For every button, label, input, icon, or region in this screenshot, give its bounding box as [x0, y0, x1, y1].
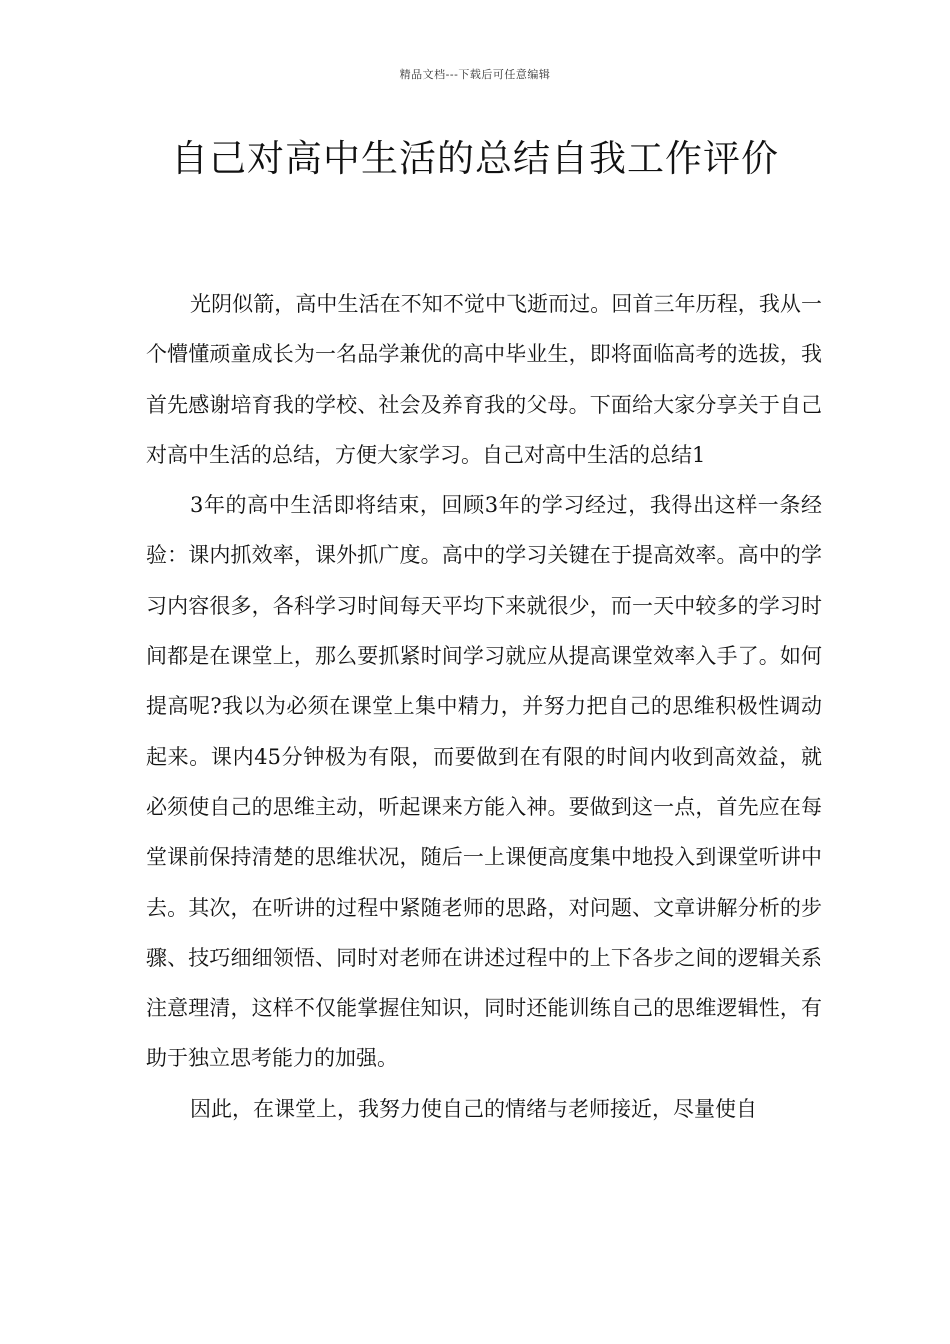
- paragraph-study-efficiency: 3年的高中生活即将结束，回顾3年的学习经过，我得出这样一条经验：课内抓效率，课外抓广度。高中的学习关键在于提高效率。高中的学习内容很多，各科学习时间每天平均下来就很少，而一天中较多的学习时间都是在课堂上，那么要抓紧时间学习就应从提高课堂效率入手了。如何提高呢?我以为必须在课堂上集中精力，并努力把自己的思维积极性调动起来。课内45分钟极为有限，而要做到在有限的时间内收到高效益，就必须使自己的思维主动，听起课来方能入神。要做到这一点，首先应在每堂课前保持清楚的思维状况，随后一上课便高度集中地投入到课堂听讲中去。其次，在听讲的过程中紧随老师的思路，对问题、文章讲解分析的步骤、技巧细细领悟、同时对老师在讲述过程中的上下各步之间的逻辑关系注意理清，这样不仅能掌握住知识，同时还能训练自己的思维逻辑性，有助于独立思考能力的加强。: [146, 493, 822, 1071]
- document-body: [146, 279, 822, 1134]
- paragraph-classroom: 因此，在课堂上，我努力使自己的情绪与老师接近，尽量使自: [190, 1096, 757, 1121]
- document-title: 自己对高中生活的总结自我工作评价: [171, 137, 779, 180]
- header-note: 精品文档---下载后可任意编辑: [399, 68, 551, 81]
- paragraph-intro: 光阴似箭，高中生活在不知不觉中飞逝而过。回首三年历程，我从一个懵懂顽童成长为一名品学兼优的高中毕业生，即将面临高考的选拔，我首先感谢培育我的学校、社会及养育我的父母。下面给大家分享关于自己对高中生活的总结，方便大家学习。自己对高中生活的总结1: [146, 292, 822, 467]
